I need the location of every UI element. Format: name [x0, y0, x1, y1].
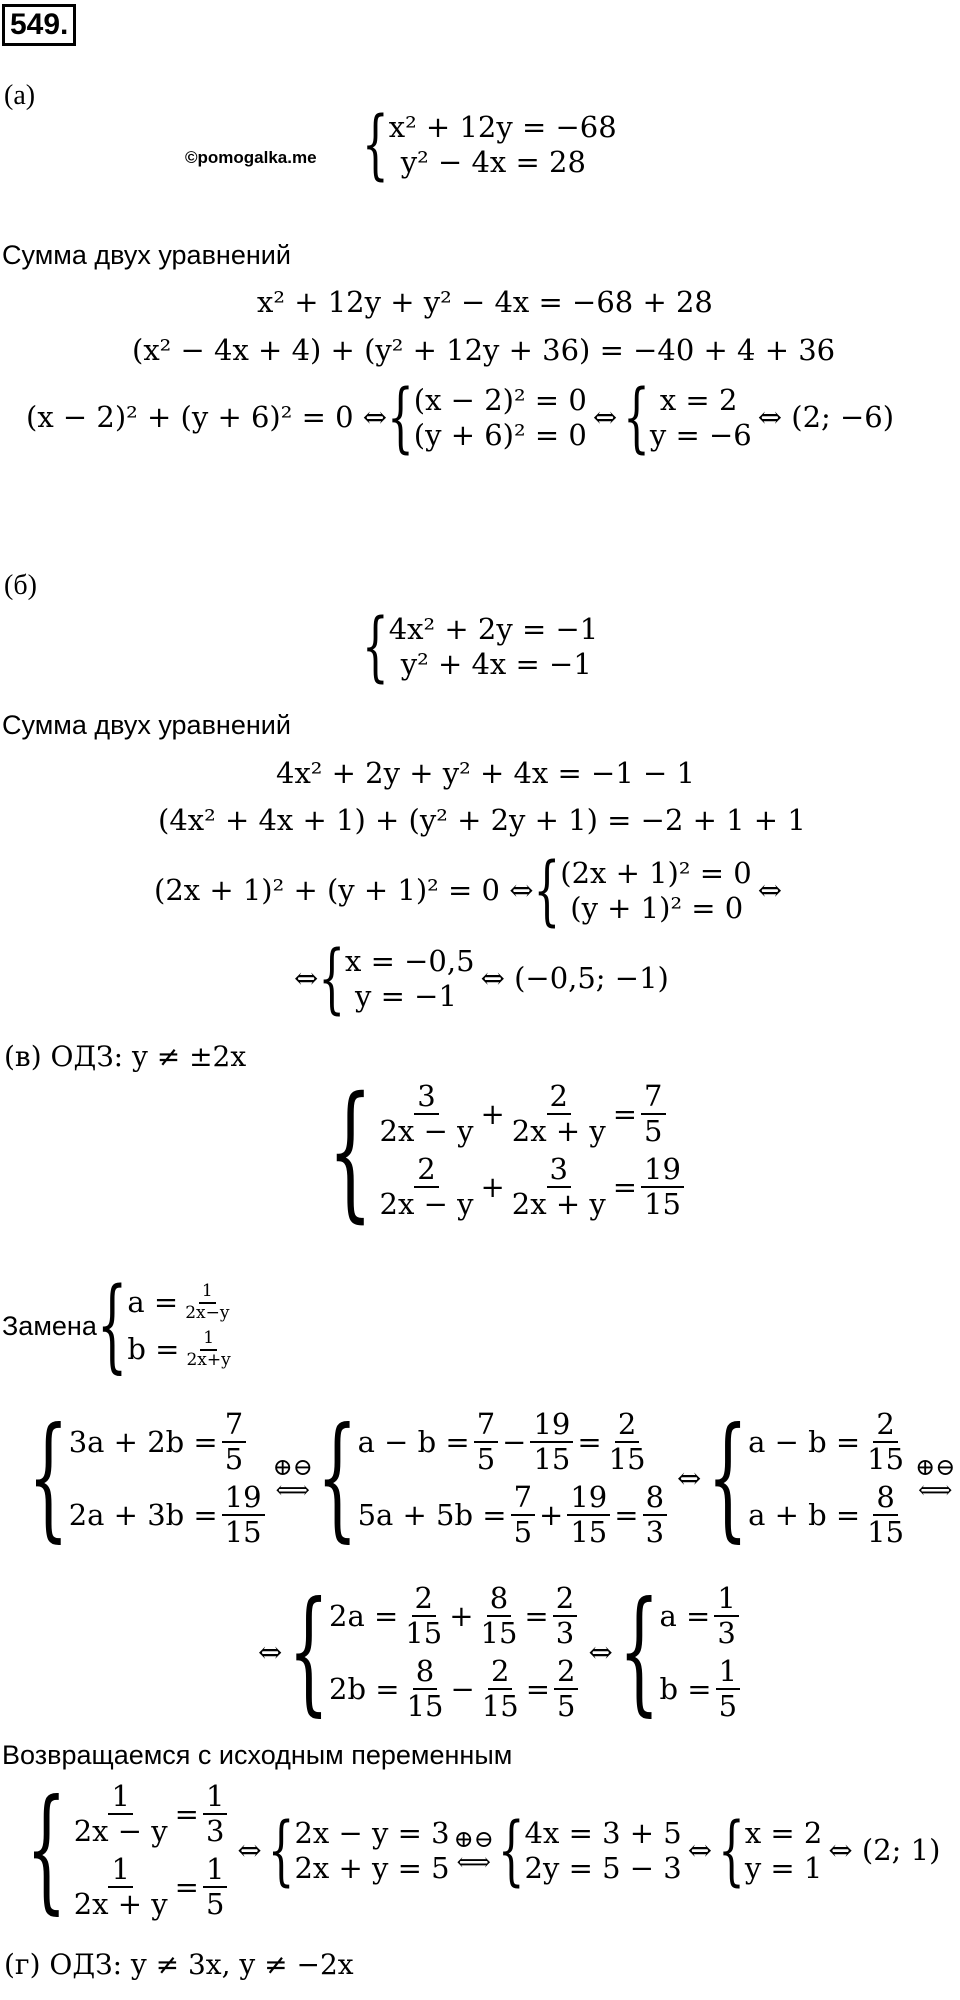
- s4-line2: 2b =: [329, 1671, 400, 1706]
- r-s1-line2: 2x + y = 5: [294, 1850, 450, 1885]
- part-a-system-line2: y² − 4x = 28: [400, 144, 586, 179]
- fraction-denominator: 2x − y: [379, 1187, 474, 1222]
- part-b-label: (б): [4, 570, 37, 601]
- equiv-sign: ⇔: [757, 873, 782, 908]
- fraction-denominator: 5: [718, 1689, 738, 1724]
- plus-sign: +: [480, 1169, 505, 1204]
- r-s2-line2: 2y = 5 − 3: [524, 1850, 682, 1885]
- fraction-numerator: 19: [222, 1481, 265, 1516]
- fraction-denominator: 5: [476, 1442, 496, 1477]
- part-a-system: [362, 99, 617, 188]
- brace-icon: {: [718, 1805, 745, 1894]
- fraction-denominator: 5: [644, 1114, 663, 1149]
- part-b-eq3: [154, 845, 788, 934]
- fraction-numerator: 1: [716, 1655, 740, 1690]
- r-s3-line2: y = 1: [744, 1850, 823, 1885]
- brace-icon: {: [618, 1574, 660, 1731]
- equiv-sign: ⇔: [588, 1635, 613, 1670]
- part-v-system: [328, 1064, 688, 1237]
- brace-icon: {: [288, 1574, 330, 1731]
- fraction-denominator: 5: [513, 1515, 533, 1550]
- fraction-denominator: 5: [224, 1442, 244, 1477]
- add-subtract-arrow: [272, 1452, 313, 1504]
- fraction-numerator: 7: [474, 1408, 498, 1443]
- add-subtract-arrow: [453, 1824, 494, 1876]
- equiv-sign: ⇔: [258, 1635, 283, 1670]
- fraction-numerator: 3: [414, 1080, 438, 1115]
- fraction-denominator: 5: [205, 1887, 225, 1922]
- s4-line1: 2a =: [329, 1598, 399, 1633]
- part-b-eq4: [294, 933, 675, 1022]
- brace-icon: {: [707, 1400, 749, 1557]
- fraction-numerator: 1: [108, 1780, 132, 1815]
- part-a-answer: ⇔ (2; −6): [757, 400, 895, 435]
- brace-icon: {: [26, 1772, 67, 1929]
- brace-icon: {: [387, 372, 414, 461]
- equiv-sign: ⇔: [294, 961, 319, 996]
- part-b-answer: ⇔ (−0,5; −1): [480, 961, 669, 996]
- fraction-numerator: 3: [547, 1153, 571, 1188]
- part-b-system-line2: y² + 4x = −1: [400, 646, 592, 681]
- plus-sign: +: [449, 1598, 474, 1633]
- fraction-denominator: 15: [405, 1616, 443, 1651]
- equals-sign: =: [577, 1424, 602, 1459]
- fraction-denominator: 2x + y: [73, 1887, 168, 1922]
- fraction-denominator: 3: [717, 1616, 736, 1651]
- part-b-eq3-s1: (2x + 1)² = 0: [560, 856, 752, 890]
- part-g-label: (г) ОДЗ: y ≠ 3x, y ≠ −2x: [4, 1948, 354, 1981]
- fraction-denominator: 3: [645, 1515, 665, 1550]
- fraction-denominator: 3: [555, 1616, 575, 1651]
- s1-line2: 2a + 3b =: [68, 1497, 218, 1532]
- fraction-numerator: 19: [567, 1481, 610, 1516]
- fraction-denominator: 15: [644, 1187, 681, 1222]
- equiv-arrow-icon: ⟺: [917, 1475, 953, 1504]
- part-b-eq2: (4x² + 4x + 1) + (y² + 2y + 1) = −2 + 1 + 1: [158, 803, 806, 837]
- brace-icon: {: [267, 1805, 295, 1894]
- part-b-eq4-s1: x = −0,5: [345, 944, 475, 978]
- fraction-numerator: 2: [554, 1655, 578, 1690]
- part-v-return-text: Возвращаемся с исходным переменным: [2, 1740, 513, 1770]
- s5-line1: a =: [659, 1598, 711, 1633]
- fraction-denominator: 15: [867, 1442, 905, 1477]
- add-subtract-icon: ⊕⊖: [272, 1452, 313, 1481]
- fraction-numerator: 2: [615, 1408, 639, 1443]
- fraction-numerator: 1: [108, 1853, 132, 1888]
- brace-icon: {: [362, 99, 389, 188]
- part-a-eq3-left: (x − 2)² + (y + 6)² = 0 ⇔: [26, 400, 388, 435]
- fraction-denominator: 15: [608, 1442, 646, 1477]
- fraction-numerator: 7: [511, 1481, 535, 1516]
- part-b-eq3-s2: (y + 1)² = 0: [570, 890, 744, 925]
- brace-icon: {: [316, 1400, 358, 1557]
- equiv-sign: ⇔: [687, 1833, 713, 1868]
- equals-sign: =: [174, 1796, 199, 1831]
- sub-b-lhs: b =: [127, 1332, 180, 1367]
- equals-sign: =: [525, 1671, 551, 1706]
- fraction-numerator: 7: [222, 1408, 246, 1443]
- part-v-substitution: [2, 1267, 238, 1385]
- fraction-numerator: 19: [641, 1153, 684, 1188]
- brace-icon: {: [362, 601, 389, 690]
- fraction-numerator: 2: [547, 1080, 571, 1115]
- problem-number: 549.: [2, 4, 76, 46]
- r-s3-line1: x = 2: [744, 1815, 823, 1850]
- part-a-label: (а): [4, 80, 36, 111]
- fraction-numerator: 1: [203, 1853, 227, 1888]
- part-a-sum-text: Сумма двух уравнений: [2, 240, 291, 270]
- equals-sign: =: [614, 1497, 639, 1532]
- s3-line1: a − b =: [748, 1424, 861, 1459]
- fraction-numerator: 8: [643, 1481, 667, 1516]
- fraction-denominator: 2x − y: [73, 1814, 168, 1849]
- part-b-sum-text: Сумма двух уравнений: [2, 710, 291, 740]
- part-v-answer: ⇔ (2; 1): [828, 1833, 941, 1868]
- equiv-sign: ⇔: [237, 1833, 262, 1868]
- fraction-numerator: 8: [487, 1582, 511, 1617]
- add-subtract-icon: ⊕⊖: [453, 1824, 494, 1853]
- part-a-eq3-s2: (y + 6)² = 0: [413, 417, 587, 452]
- fraction-numerator: 8: [873, 1481, 897, 1516]
- add-subtract-icon: ⊕⊖: [915, 1452, 956, 1481]
- part-v-chain1: [28, 1400, 959, 1557]
- equiv-arrow-icon: ⟺: [456, 1847, 491, 1876]
- s5-line2: b =: [659, 1671, 712, 1706]
- part-a-eq3-t2: y = −6: [649, 417, 752, 452]
- minus-sign: −: [502, 1424, 527, 1459]
- fraction-numerator: 2: [414, 1153, 438, 1188]
- fraction-denominator: 2x + y: [511, 1187, 606, 1222]
- part-a-eq1: x² + 12y + y² − 4x = −68 + 28: [257, 285, 713, 319]
- add-subtract-arrow: [915, 1452, 956, 1504]
- fraction-denominator: 3: [205, 1814, 225, 1849]
- watermark: ©pomogalka.me: [185, 148, 317, 167]
- fraction-denominator: 15: [867, 1515, 905, 1550]
- brace-icon: {: [28, 1400, 69, 1557]
- fraction-denominator: 2x+y: [186, 1349, 231, 1370]
- part-a-eq3-s1: (x − 2)² = 0: [413, 383, 587, 417]
- part-b-system: [362, 601, 599, 690]
- r-s1-line1: 2x − y = 3: [294, 1815, 450, 1850]
- brace-icon: {: [96, 1267, 128, 1385]
- plus-sign: +: [539, 1497, 564, 1532]
- fraction-denominator: 2x−y: [185, 1302, 230, 1323]
- part-v-chain2: [252, 1574, 744, 1731]
- part-a-eq3-t1: x = 2: [659, 383, 738, 417]
- minus-sign: −: [450, 1671, 475, 1706]
- s3-line2: a + b =: [748, 1497, 861, 1532]
- brace-icon: {: [533, 845, 561, 934]
- fraction-numerator: 19: [530, 1408, 573, 1443]
- fraction-denominator: 15: [406, 1689, 444, 1724]
- brace-icon: {: [318, 933, 346, 1022]
- fraction-numerator: 2: [553, 1582, 577, 1617]
- fraction-denominator: 15: [224, 1515, 262, 1550]
- brace-icon: {: [328, 1064, 373, 1237]
- equiv-sign: ⇔: [592, 400, 618, 435]
- s1-line1: 3a + 2b =: [68, 1424, 218, 1459]
- equals-sign: =: [524, 1598, 549, 1633]
- fraction-denominator: 2x − y: [379, 1114, 474, 1149]
- fraction-denominator: 15: [480, 1616, 518, 1651]
- fraction-denominator: 15: [533, 1442, 571, 1477]
- r-s2-line1: 4x = 3 + 5: [524, 1815, 682, 1850]
- fraction-numerator: 2: [412, 1582, 436, 1617]
- fraction-numerator: 8: [413, 1655, 437, 1690]
- brace-icon: {: [623, 372, 650, 461]
- fraction-denominator: 15: [481, 1689, 519, 1724]
- fraction-denominator: 5: [557, 1689, 576, 1724]
- part-b-eq1: 4x² + 2y + y² + 4x = −1 − 1: [276, 756, 695, 790]
- fraction-numerator: 2: [873, 1408, 897, 1443]
- s2-line1: a − b =: [357, 1424, 470, 1459]
- equals-sign: =: [612, 1169, 638, 1204]
- part-a-system-line1: x² + 12y = −68: [388, 110, 617, 144]
- sub-a-lhs: a =: [127, 1285, 179, 1320]
- part-a-eq2: (x² − 4x + 4) + (y² + 12y + 36) = −40 + 4 + 36: [132, 333, 836, 367]
- equiv-arrow-icon: ⟺: [275, 1475, 310, 1504]
- fraction-numerator: 2: [488, 1655, 512, 1690]
- s2-line2: 5a + 5b =: [357, 1497, 507, 1532]
- part-b-system-line1: 4x² + 2y = −1: [388, 612, 599, 646]
- equals-sign: =: [174, 1869, 199, 1904]
- part-a-eq3: [26, 372, 900, 461]
- fraction-numerator: 1: [200, 1329, 217, 1351]
- brace-icon: {: [497, 1805, 525, 1894]
- part-b-eq3-left: (2x + 1)² + (y + 1)² = 0 ⇔: [154, 873, 534, 908]
- part-v-chain3: [26, 1772, 946, 1929]
- fraction-numerator: 1: [714, 1582, 738, 1617]
- fraction-denominator: 2x + y: [511, 1114, 606, 1149]
- part-v-label: (в) ОДЗ: y ≠ ±2x: [4, 1040, 247, 1073]
- substitution-label: Замена: [2, 1310, 97, 1341]
- equiv-sign: ⇔: [677, 1461, 702, 1496]
- plus-sign: +: [480, 1096, 505, 1131]
- fraction-numerator: 1: [199, 1282, 216, 1304]
- fraction-numerator: 7: [641, 1080, 665, 1115]
- equals-sign: =: [612, 1096, 638, 1131]
- fraction-denominator: 15: [570, 1515, 608, 1550]
- fraction-numerator: 1: [203, 1780, 227, 1815]
- part-b-eq4-s2: y = −1: [355, 978, 457, 1013]
